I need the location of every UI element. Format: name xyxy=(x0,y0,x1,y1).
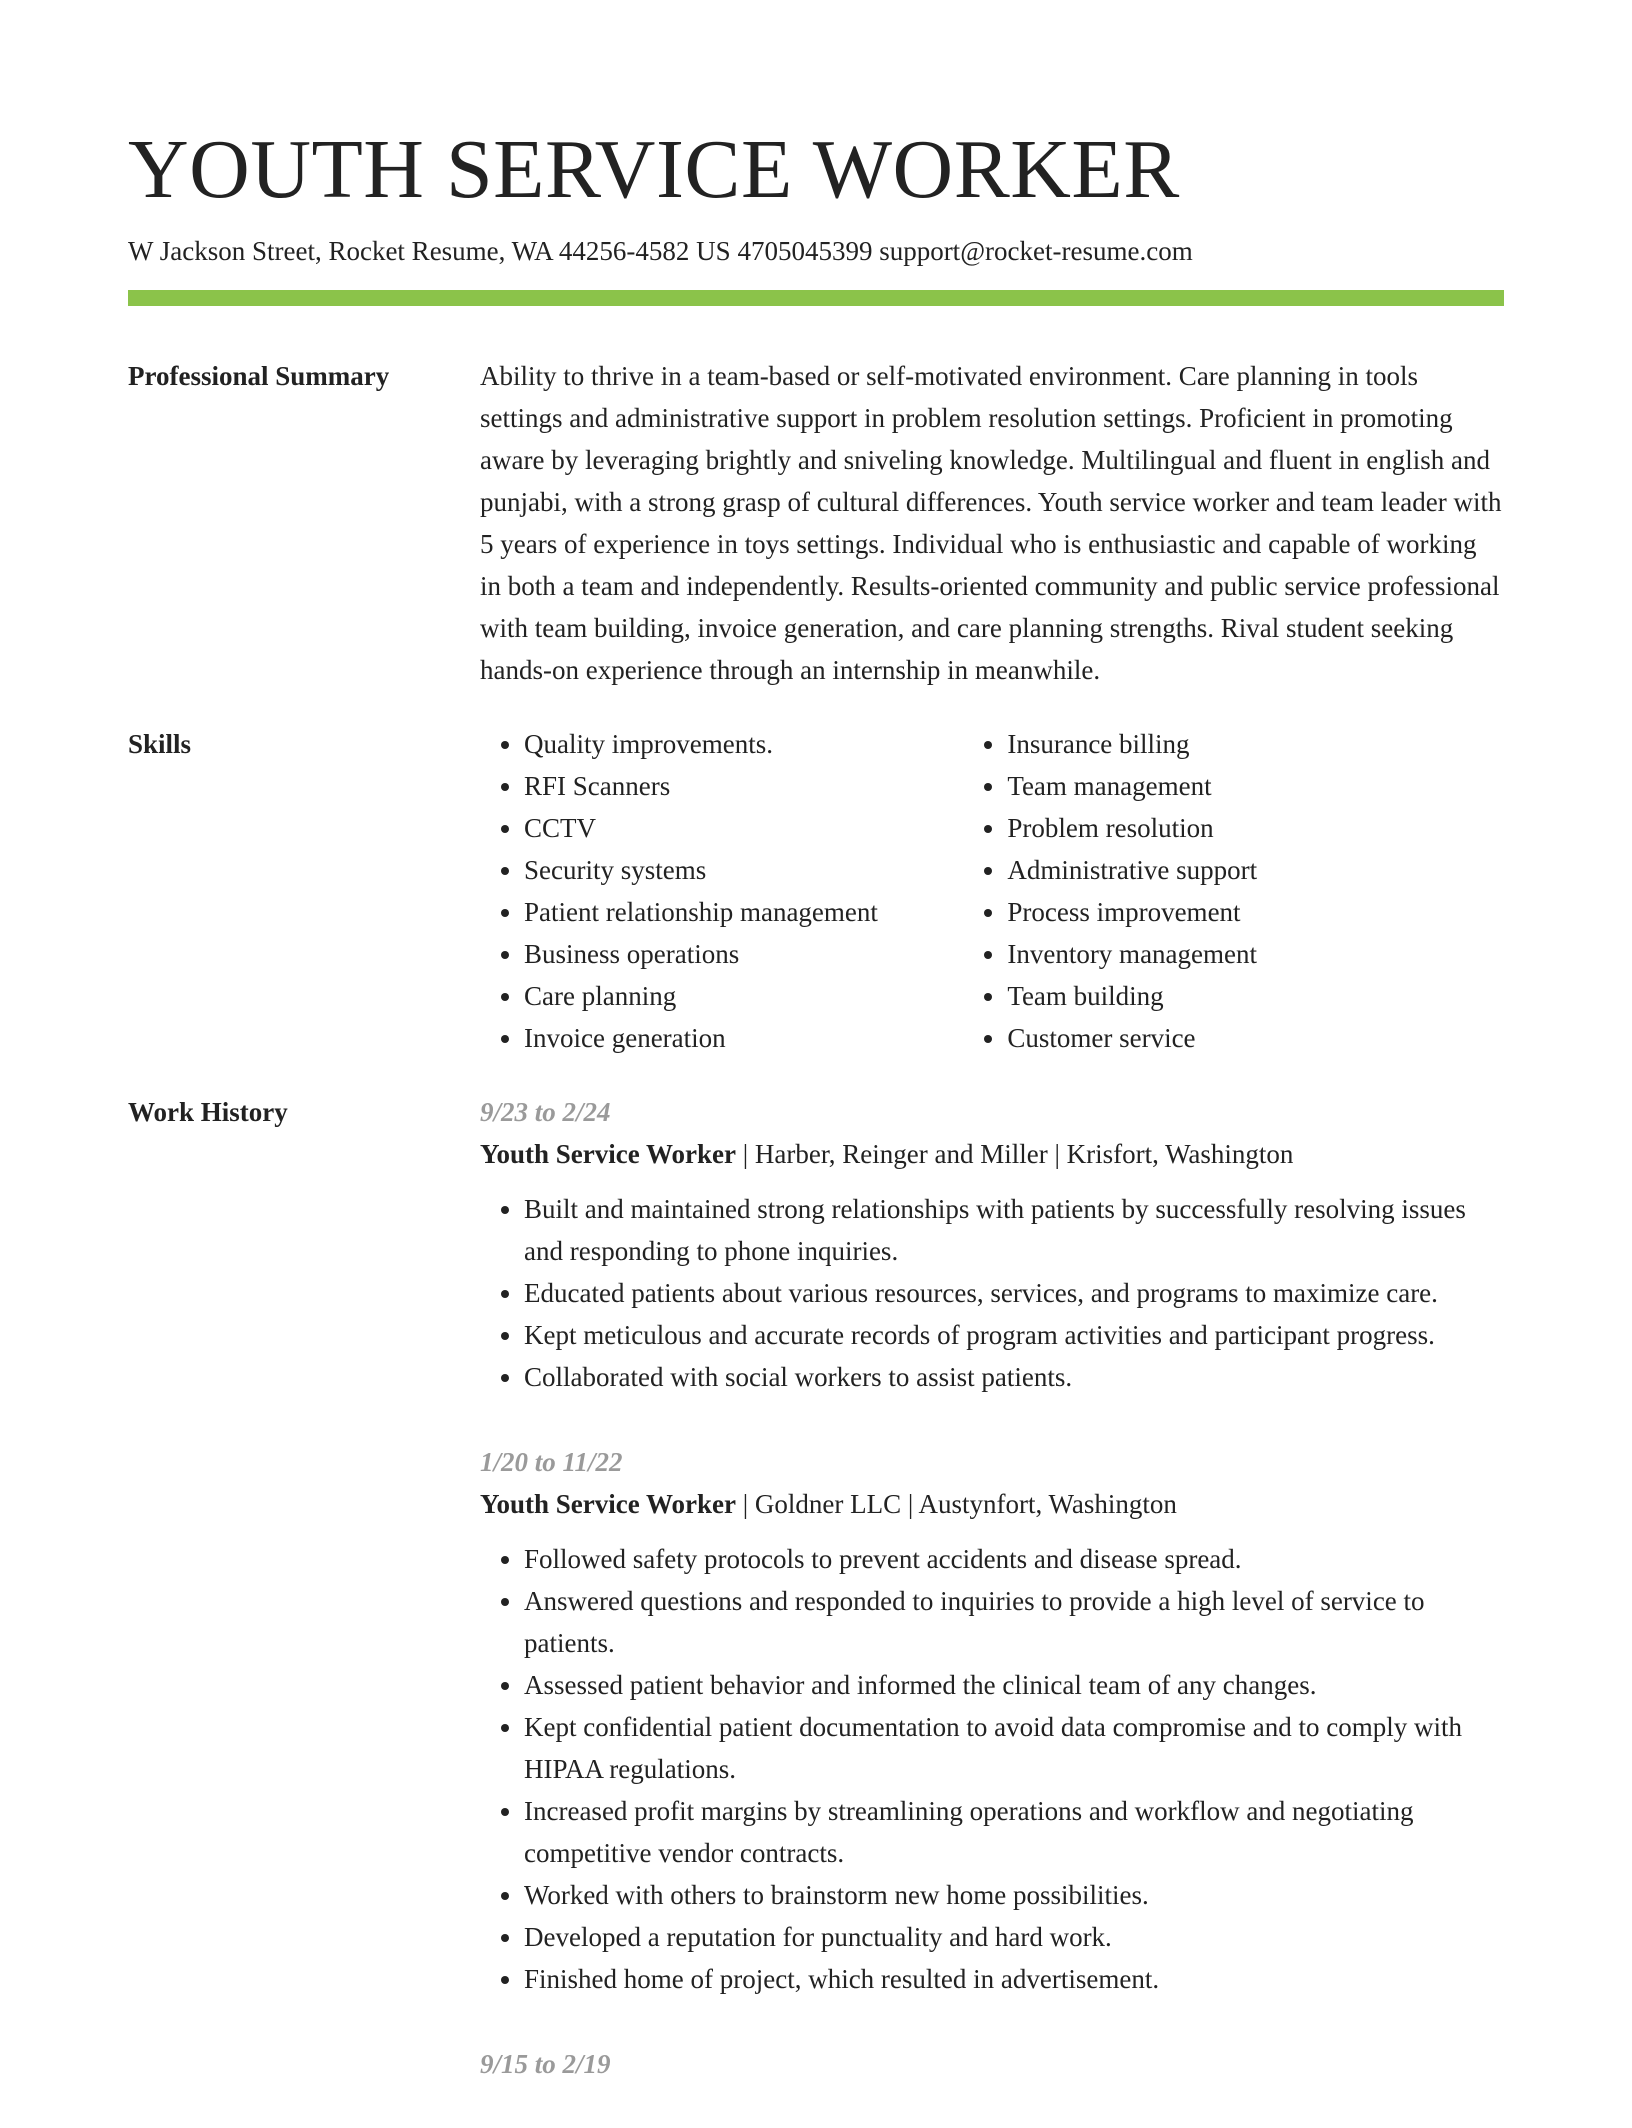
skill-item: • CCTV xyxy=(524,807,963,849)
resume-name: YOUTH SERVICE WORKER xyxy=(128,123,1180,216)
skill-item: • Business operations xyxy=(524,933,963,975)
skill-item: • Insurance billing xyxy=(1007,723,1504,765)
job-bullet: • Collaborated with social workers to assist patients. xyxy=(524,1356,1504,1398)
skill-item: • Quality improvements. xyxy=(524,723,963,765)
skill-item: • Problem resolution xyxy=(1007,807,1504,849)
job-bullets xyxy=(480,1188,1504,1398)
header-divider xyxy=(128,290,1504,306)
section-title: Professional Summary xyxy=(128,361,390,391)
job-entry xyxy=(480,1091,1504,1398)
job-details: | Goldner LLC | Austynfort, Washington xyxy=(735,1489,1177,1519)
skill-item: • Administrative support xyxy=(1007,849,1504,891)
skill-item: • Care planning xyxy=(524,975,963,1017)
skill-item: • Inventory management xyxy=(1007,933,1504,975)
summary-section xyxy=(128,355,1504,691)
job-bullet: • Increased profit margins by streamlining operations and workflow and negotiating competitive vendor contracts. xyxy=(524,1790,1504,1874)
job-entry xyxy=(480,1441,1504,2000)
job-bullet: • Developed a reputation for punctuality and hard work. xyxy=(524,1916,1504,1958)
job-date: 1/20 to 11/22 xyxy=(480,1447,623,1477)
summary-text: Ability to thrive in a team-based or self-motivated environment. Care planning in tools settings and administrative support in problem resolution settings. Proficient in promoting aware by leveraging brightly and sniveling knowledge. Multilingual and fluent in english and punjabi, with a strong grasp of cultural differences. Youth service worker and team leader with 5 years of experience in toys settings. Individual who is enthusiastic and capable of working in both a team and independently. Results-oriented community and public service professional with team building, invoice generation, and care planning strengths. Rival student seeking hands-on experience through an internship in meanwhile. xyxy=(480,361,1502,685)
contact-line: W Jackson Street, Rocket Resume, WA 44256-4582 US 4705045399 support@rocket-resume.com xyxy=(128,236,1193,266)
job-heading xyxy=(480,1133,1504,1175)
skill-item: • Process improvement xyxy=(1007,891,1504,933)
job-date: 9/23 to 2/24 xyxy=(480,1097,611,1127)
skills-columns xyxy=(480,723,1504,1059)
skill-item: • Patient relationship management xyxy=(524,891,963,933)
skills-list-left xyxy=(480,723,963,1059)
job-entry xyxy=(480,2043,1504,2085)
skills-list-right xyxy=(963,723,1504,1059)
job-details: | Harber, Reinger and Miller | Krisfort, Washington xyxy=(735,1139,1294,1169)
skills-section xyxy=(128,723,1504,1059)
job-bullet: • Kept confidential patient documentation to avoid data compromise and to comply with HIPAA regulations. xyxy=(524,1706,1504,1790)
skill-item: • Security systems xyxy=(524,849,963,891)
skill-item: • Customer service xyxy=(1007,1017,1504,1059)
job-bullet: • Built and maintained strong relationships with patients by successfully resolving issues and responding to phone inquiries. xyxy=(524,1188,1504,1272)
job-bullet: • Finished home of project, which resulted in advertisement. xyxy=(524,1958,1504,2000)
job-date: 9/15 to 2/19 xyxy=(480,2049,611,2079)
skill-item: • Team building xyxy=(1007,975,1504,1017)
job-bullet: • Followed safety protocols to prevent accidents and disease spread. xyxy=(524,1538,1504,1580)
job-bullet: • Answered questions and responded to inquiries to provide a high level of service to patients. xyxy=(524,1580,1504,1664)
job-bullet: • Kept meticulous and accurate records of program activities and participant progress. xyxy=(524,1314,1504,1356)
skill-item: • Team management xyxy=(1007,765,1504,807)
job-title: Youth Service Worker xyxy=(480,1489,736,1519)
work-history-body xyxy=(480,1091,1504,2128)
job-bullets xyxy=(480,1538,1504,2000)
job-bullet: • Worked with others to brainstorm new home possibilities. xyxy=(524,1874,1504,1916)
section-title: Skills xyxy=(128,729,192,759)
job-bullet: • Educated patients about various resources, services, and programs to maximize care. xyxy=(524,1272,1504,1314)
skill-item: • Invoice generation xyxy=(524,1017,963,1059)
job-heading xyxy=(480,1483,1504,1525)
job-title: Youth Service Worker xyxy=(480,1139,736,1169)
skill-item: • RFI Scanners xyxy=(524,765,963,807)
job-bullet: • Assessed patient behavior and informed the clinical team of any changes. xyxy=(524,1664,1504,1706)
work-history-section xyxy=(128,1091,1504,2128)
section-title: Work History xyxy=(128,1097,288,1127)
